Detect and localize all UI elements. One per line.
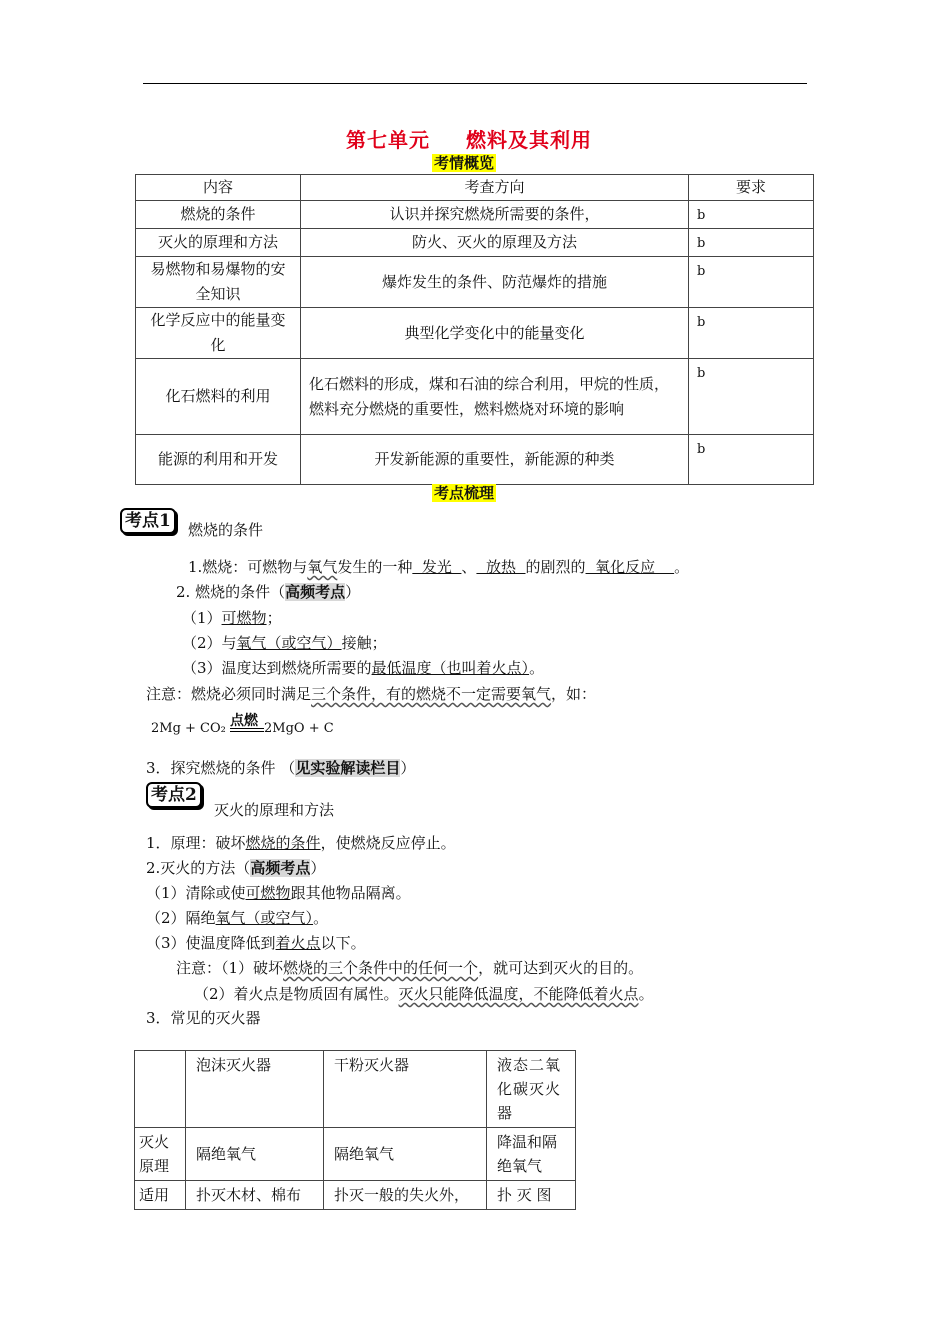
kp1-badge: 考点1 — [120, 508, 176, 534]
table-row: 灭火的原理和方法 防火、灭火的原理及方法 b — [136, 229, 814, 257]
table-row: 适用 扑灭木材、棉布 扑灭一般的失火外， 扑 灭 图 — [135, 1181, 576, 1210]
kp2-line4: （2）隔绝氧气（或空气）。 — [146, 909, 329, 927]
kp2-line3: （1）清除或使可燃物跟其他物品隔离。 — [146, 884, 411, 902]
table-row: 化石燃料的利用 化石燃料的形成，煤和石油的综合利用，甲烷的性质，燃料充分燃烧的重要性，燃料燃烧对环境的影响 b — [136, 359, 814, 435]
kp2-title: 灭火的原理和方法 — [214, 801, 335, 819]
table-header: 内容 — [136, 175, 301, 201]
extinguisher-table — [134, 1050, 576, 1210]
kp1-line1: 1.燃烧：可燃物与氧气发生的一种 发光 、 放热 的剧烈的 氧化反应 。 — [188, 558, 690, 576]
points-label: 考点梳理 — [434, 484, 495, 502]
kp1-line3: （1）可燃物； — [182, 609, 282, 627]
page-title: 第七单元 燃料及其利用 — [346, 128, 592, 152]
header-rule — [143, 83, 807, 84]
kp2-line2: 2.灭火的方法（高频考点） — [146, 859, 326, 877]
overview-label: 考情概览 — [434, 154, 495, 172]
chem-equation: 2Mg + CO₂ 点燃 2MgO + C — [151, 713, 334, 736]
kp1-line2: 2. 燃烧的条件（高频考点） — [176, 583, 361, 601]
table-row: 化学反应中的能量变化 典型化学变化中的能量变化 b — [136, 308, 814, 359]
table-row: 易燃物和易爆物的安全知识 爆炸发生的条件、防范爆炸的措施 b — [136, 257, 814, 308]
table-row: 泡沫灭火器 干粉灭火器 液态二氧化碳灭火器 — [135, 1051, 576, 1128]
table-row: 灭火原理 隔绝氧气 隔绝氧气 降温和隔绝氧气 — [135, 1128, 576, 1181]
kp1-title: 燃烧的条件 — [188, 521, 264, 539]
table-row: 燃烧的条件 认识并探究燃烧所需要的条件， b — [136, 201, 814, 229]
kp1-note: 注意：燃烧必须同时满足三个条件，有的燃烧不一定需要氧气，如： — [146, 685, 597, 703]
kp2-note1: 注意：（1）破坏燃烧的三个条件中的任何一个，就可达到灭火的目的。 — [176, 959, 644, 977]
kp1-line4: （2）与氧气（或空气）接触； — [182, 634, 387, 652]
kp2-line1: 1．原理：破坏燃烧的条件，使燃烧反应停止。 — [146, 834, 456, 852]
table-row: 能源的利用和开发 开发新能源的重要性，新能源的种类 b — [136, 435, 814, 485]
kp2-line6: 3．常见的灭火器 — [146, 1009, 261, 1027]
overview-table — [135, 174, 814, 485]
kp2-note2: （2）着火点是物质固有属性。灭火只能降低温度，不能降低着火点。 — [194, 985, 654, 1003]
kp2-badge: 考点2 — [146, 782, 202, 808]
kp1-line6: 3．探究燃烧的条件 （见实验解读栏目） — [146, 759, 416, 777]
kp2-line5: （3）使温度降低到着火点以下。 — [146, 934, 366, 952]
table-header: 要求 — [689, 175, 814, 201]
kp1-line5: （3）温度达到燃烧所需要的最低温度（也叫着火点）。 — [182, 659, 545, 677]
table-header: 考查方向 — [301, 175, 689, 201]
